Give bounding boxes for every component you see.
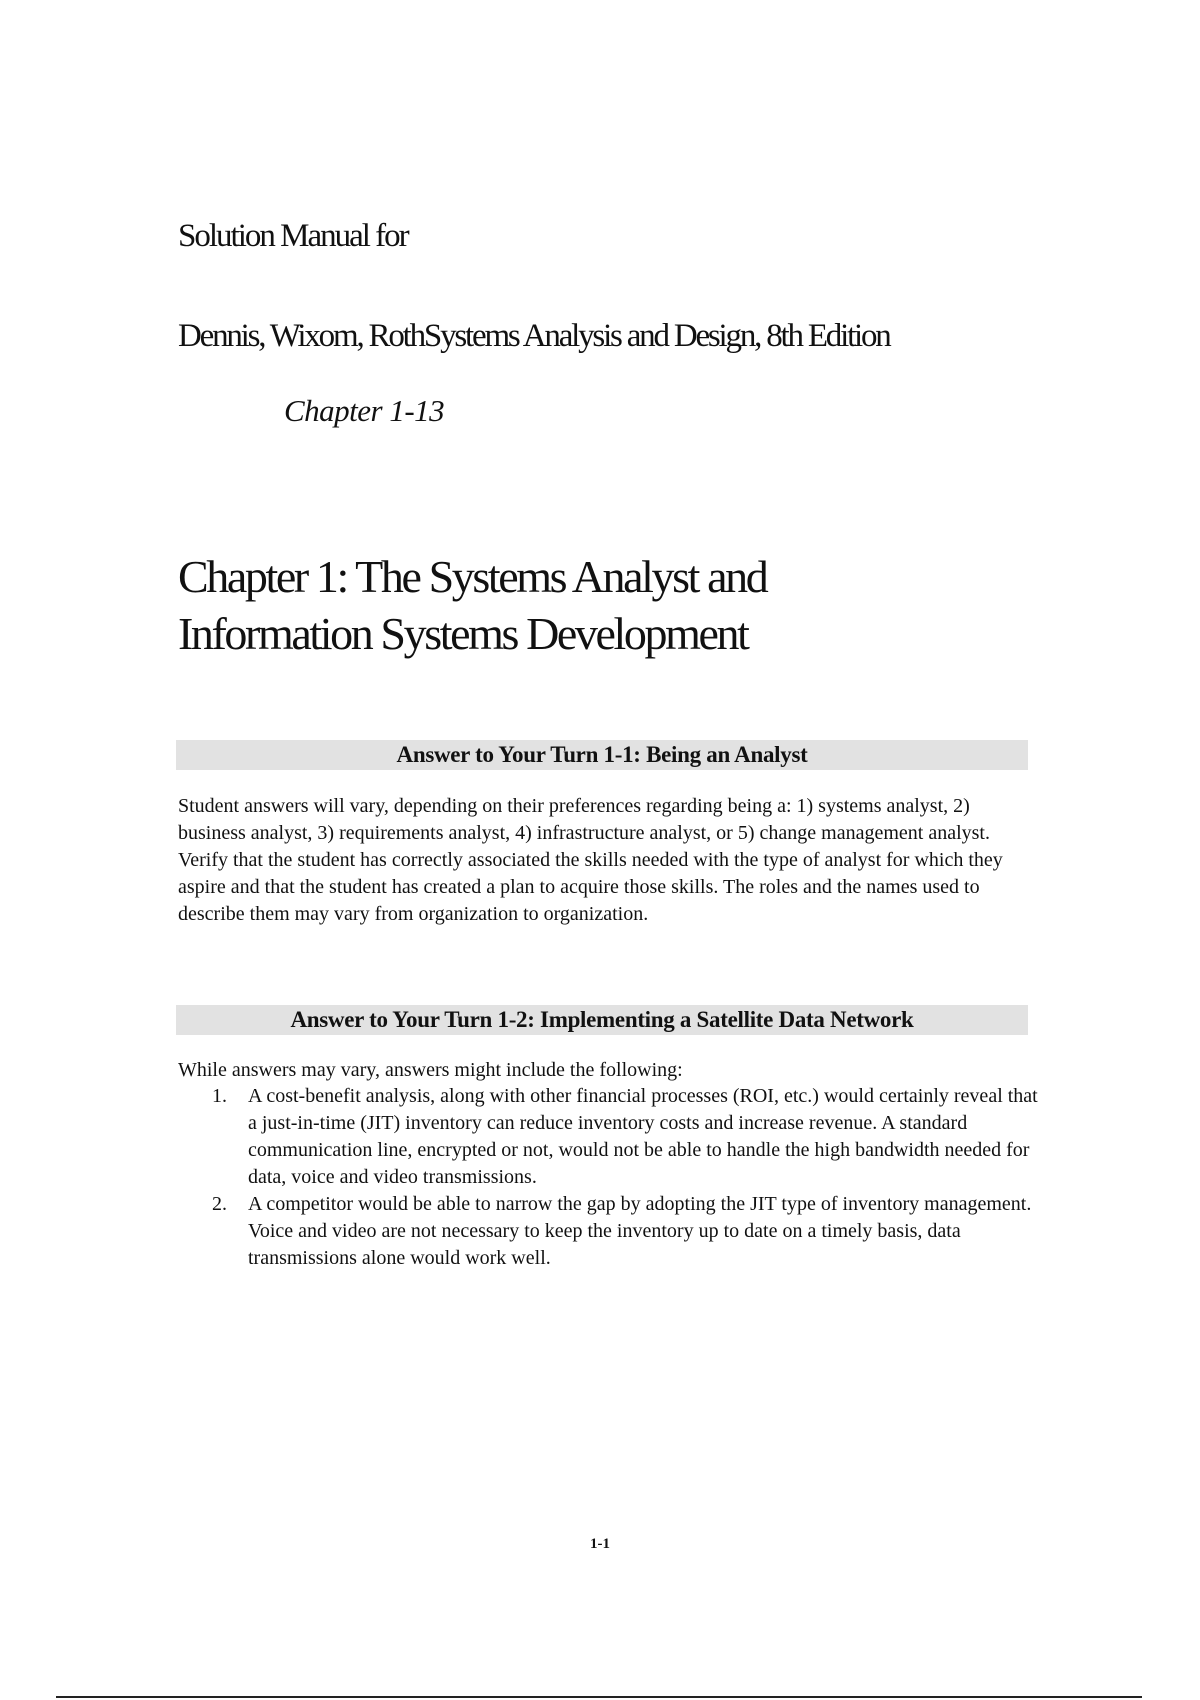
list-item <box>178 1191 1038 1272</box>
footer-divider <box>56 1696 1142 1698</box>
list-item <box>178 1083 1038 1191</box>
section-heading-your-turn-1-2: Answer to Your Turn 1-2: Implementing a Satellite Data Network <box>176 1005 1028 1035</box>
section-body-your-turn-1-1: Student answers will vary, depending on their preferences regarding being a: 1) systems analyst, 2) business analyst, 3) requirements analyst, 4) infrastructure analyst, or 5) change management analyst. Verify that the student has correctly associated the skills needed with the type of analyst for which they aspire and that the student has created a plan to acquire those skills. The roles and the names used to describe them may vary from organization to organization. <box>178 795 1003 925</box>
chapter-title-line-2: Information Systems Development <box>178 608 748 659</box>
page-number: 1-1 <box>590 1536 610 1552</box>
section-intro-your-turn-1-2: While answers may vary, answers might include the following: <box>178 1059 683 1081</box>
answer-list <box>178 1083 1038 1272</box>
list-item-number: 2. <box>212 1193 227 1215</box>
chapter-title-line-1: Chapter 1: The Systems Analyst and <box>178 551 767 602</box>
manual-label: Solution Manual for <box>178 218 408 254</box>
section-heading-your-turn-1-1: Answer to Your Turn 1-1: Being an Analyst <box>176 740 1028 770</box>
list-item-number: 1. <box>212 1085 227 1107</box>
chapter-range: Chapter 1-13 <box>284 393 445 428</box>
list-item-text: A competitor would be able to narrow the gap by adopting the JIT type of inventory management. Voice and video are not necessary to keep the inventory up to date on a timely basis, data transmissions alone would work well. <box>248 1193 1032 1269</box>
chapter-title <box>178 548 1078 662</box>
list-item-text: A cost-benefit analysis, along with other financial processes (ROI, etc.) would certainly reveal that a just-in-time (JIT) inventory can reduce inventory costs and increase revenue. A standard communication line, encrypted or not, would not be able to handle the high bandwidth needed for data, voice and video transmissions. <box>248 1085 1038 1188</box>
book-title: Dennis, Wixom, RothSystems Analysis and Design, 8th Edition <box>178 318 890 354</box>
